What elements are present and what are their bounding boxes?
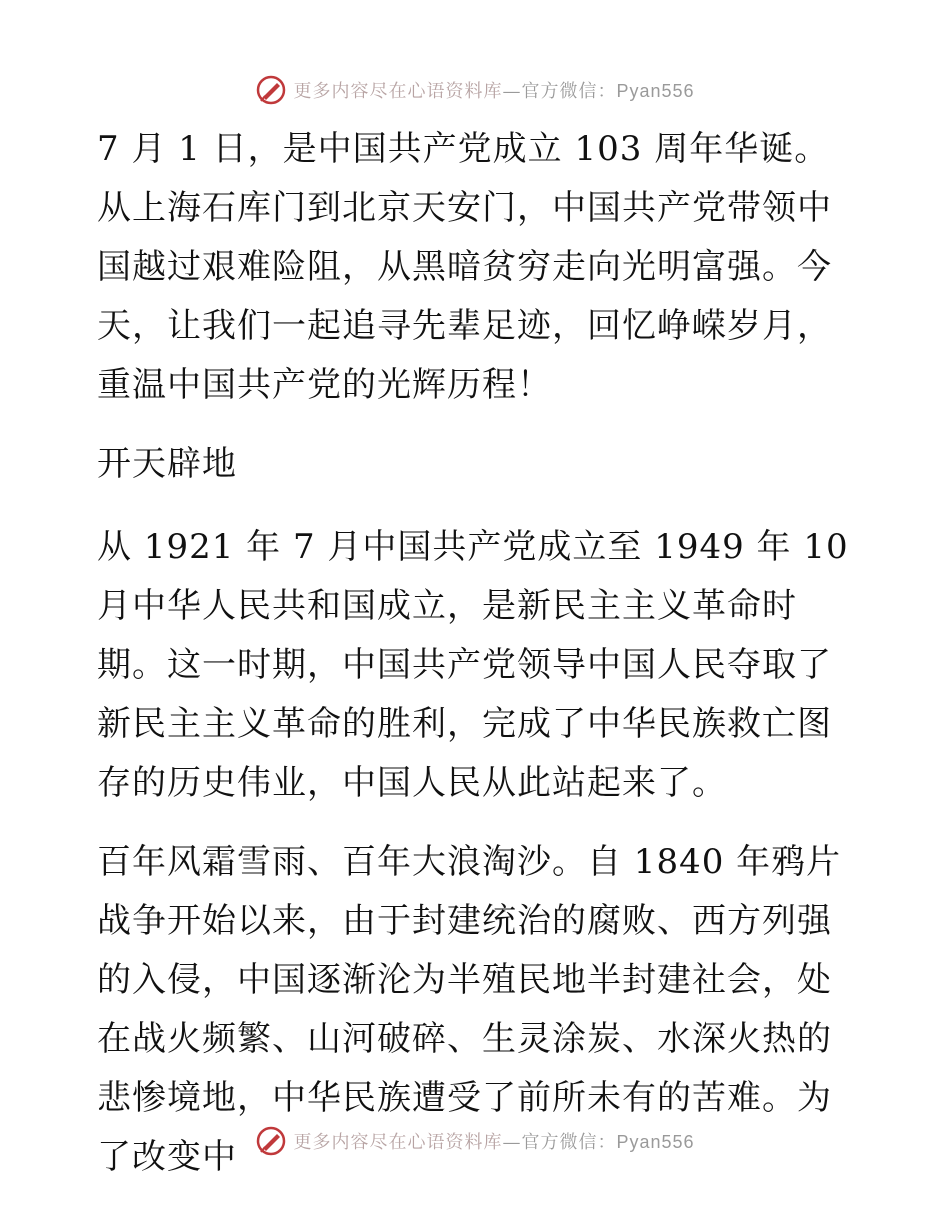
banner-slogan: 更多内容尽在心语资料库 — [293, 81, 503, 102]
banner-dash: — — [502, 1132, 522, 1153]
section-heading: 开天辟地 — [97, 444, 237, 484]
wechat-label: 官方微信： — [521, 81, 617, 102]
paragraph-history: 百年风霜雪雨、百年大浪淘沙。自 1840 年鸦片战争开始以来，由于封建统治的腐败、西方列强的入侵，中国逐渐沦为半殖民地半封建社会，处在战火频繁、山河破碎、生灵涂炭、水深火热的悲惨境地，中华民族遭受了前所未有的苦难。为了改变中 — [97, 842, 842, 1177]
wechat-label: 官方微信： — [521, 1132, 617, 1153]
header-banner — [0, 70, 950, 110]
banner-dash: — — [502, 81, 522, 102]
banner-text — [293, 77, 694, 103]
quill-logo-icon — [255, 74, 287, 106]
wechat-id: Pyan556 — [616, 81, 695, 101]
wechat-id: Pyan556 — [616, 1132, 695, 1152]
paragraph-intro: 7 月 1 日，是中国共产党成立 103 周年华诞。从上海石库门到北京天安门，中国共产党带领中国越过艰难险阻，从黑暗贫穷走向光明富强。今天，让我们一起追寻先辈足迹，回忆峥嵘岁月，重温中国共产党的光辉历程！ — [97, 129, 832, 405]
banner-text — [293, 1128, 694, 1154]
quill-logo-icon — [255, 1125, 287, 1157]
footer-banner — [0, 1121, 950, 1161]
banner-slogan: 更多内容尽在心语资料库 — [293, 1132, 503, 1153]
paragraph-period: 从 1921 年 7 月中国共产党成立至 1949 年 10 月中华人民共和国成立，是新民主主义革命时期。这一时期，中国共产党领导中国人民夺取了新民主主义革命的胜利，完成了中华民族救亡图存的历史伟业，中国人民从此站起来了。 — [97, 527, 849, 803]
document-body — [97, 120, 853, 1207]
